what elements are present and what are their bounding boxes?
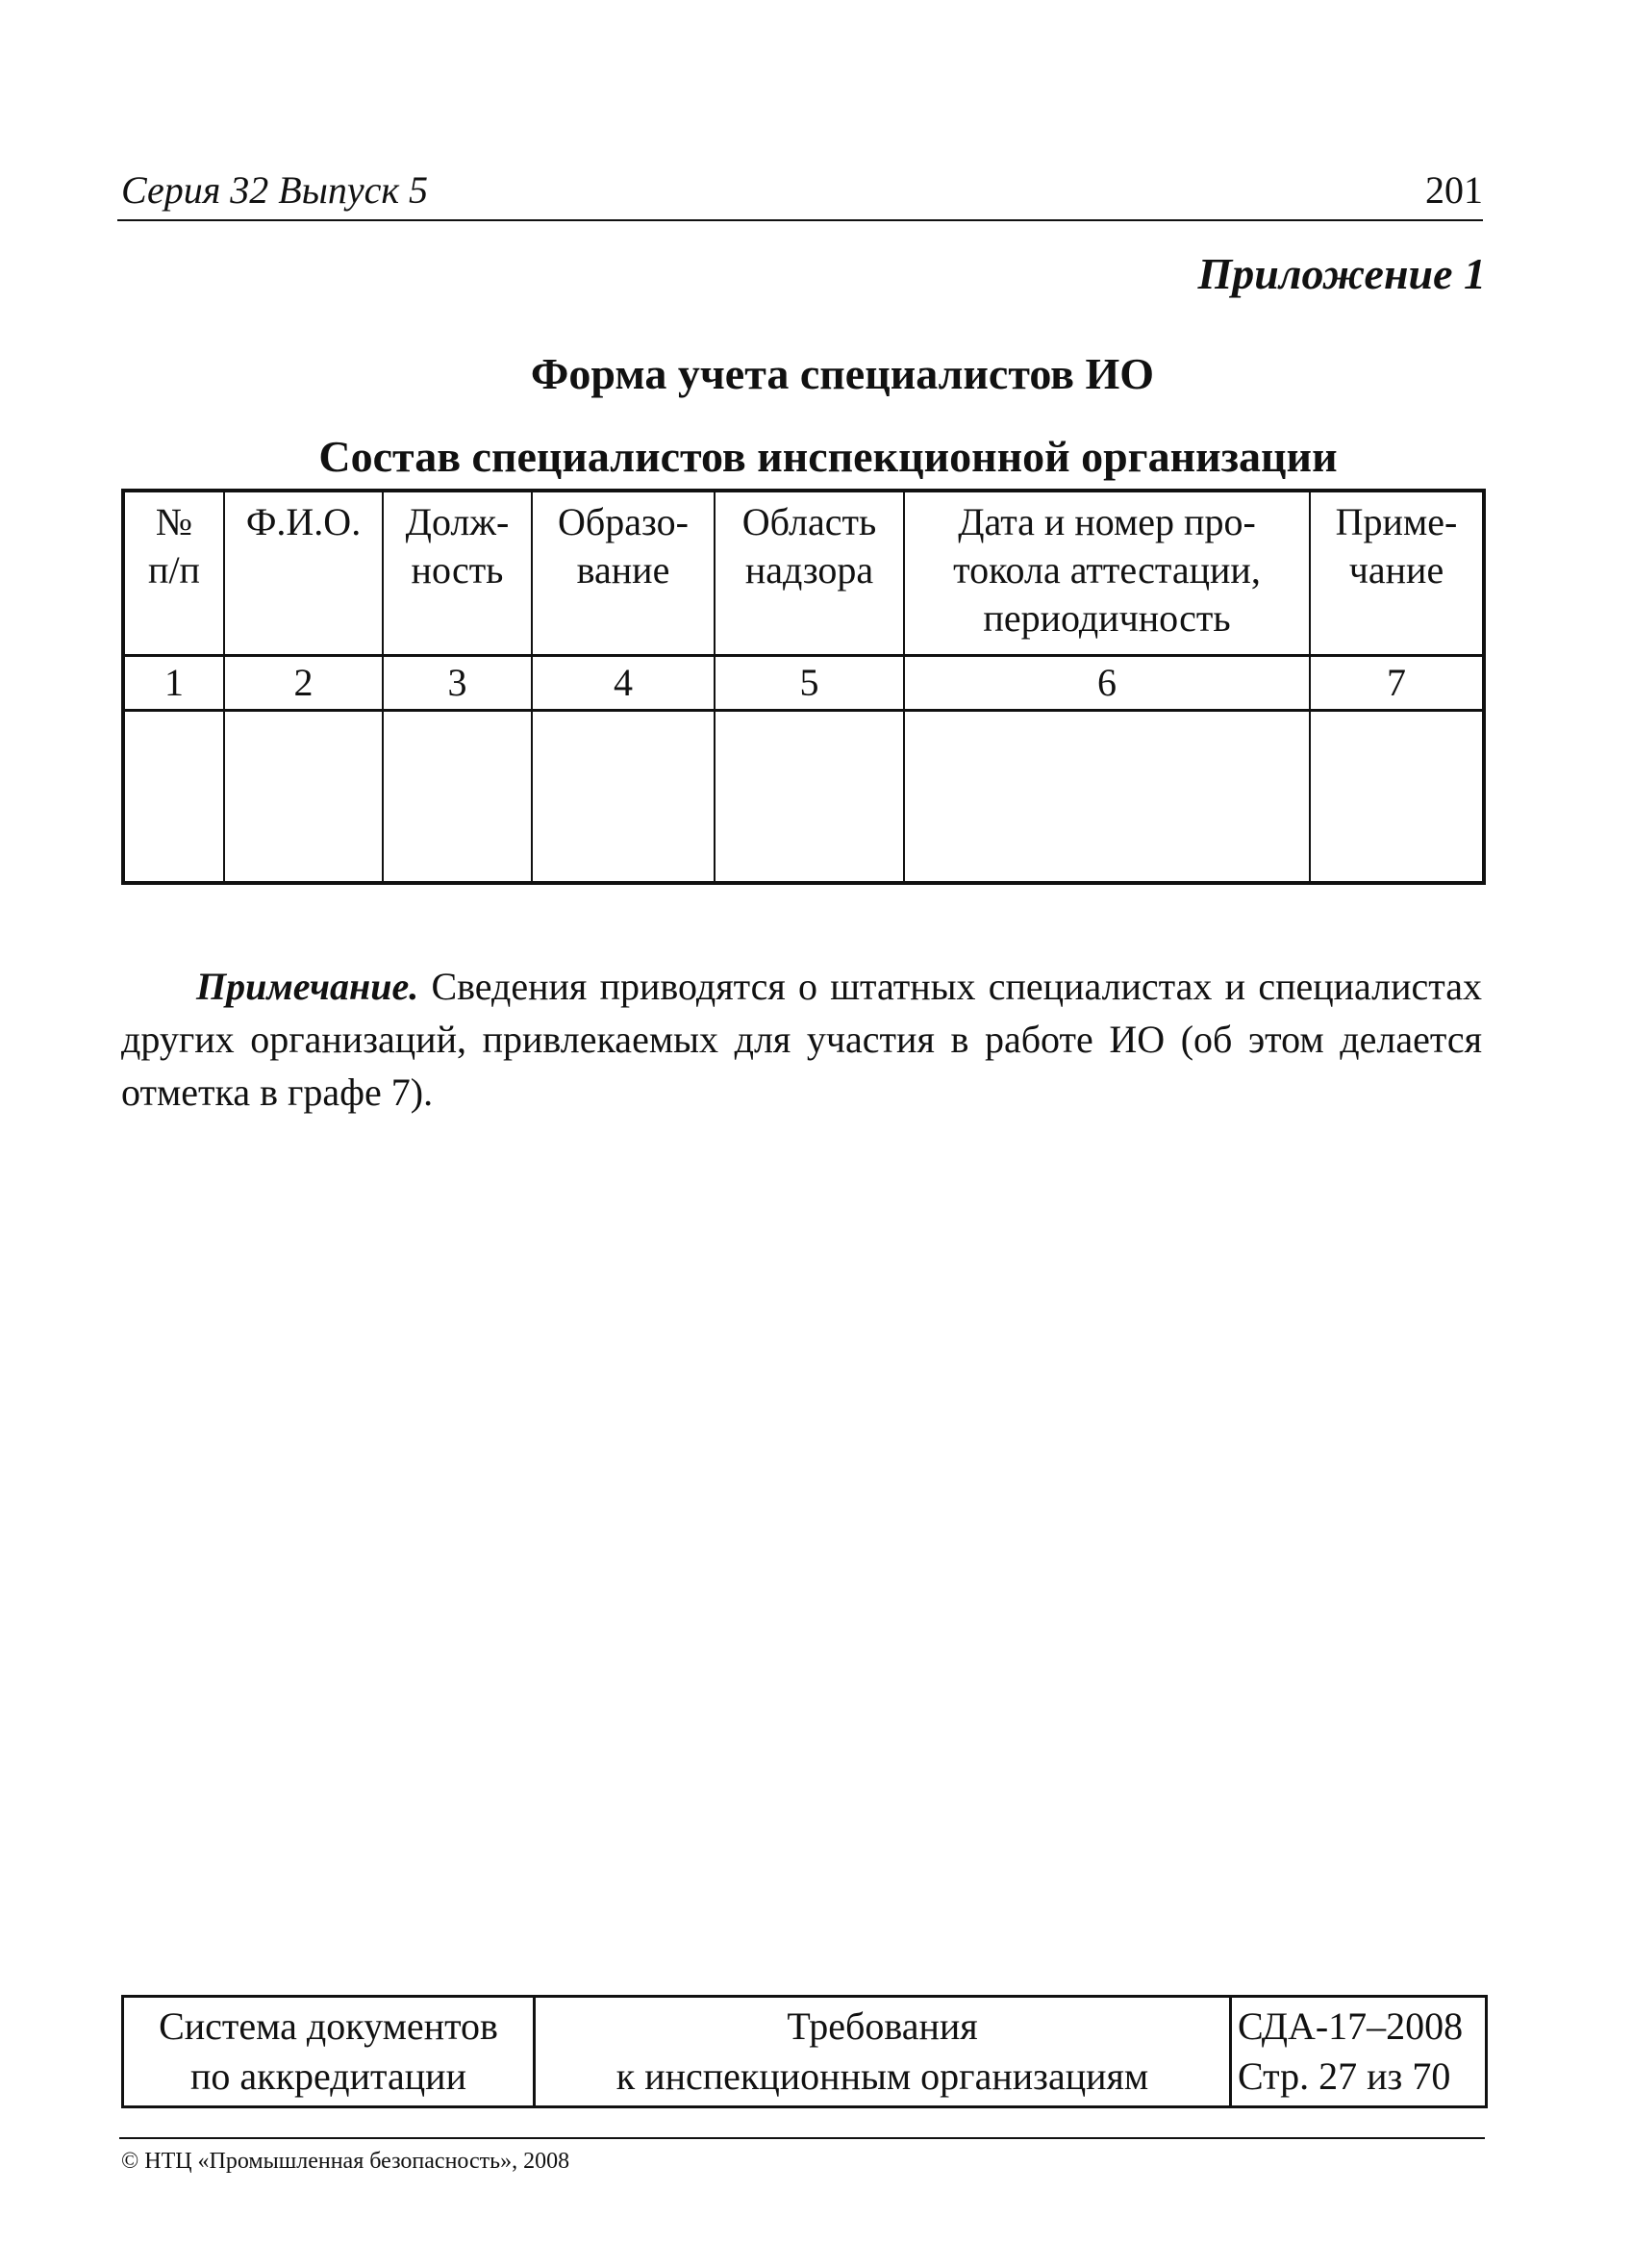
column-number: 7 <box>1310 656 1484 711</box>
table-cell <box>532 711 715 884</box>
footer-doc-code: СДА-17–2008 <box>1238 2004 1464 2048</box>
note-label: Примечание. <box>196 965 419 1008</box>
page-number: 201 <box>1425 168 1483 212</box>
footer-title-line2: к инспекционным организациям <box>615 2054 1149 2098</box>
running-header <box>117 164 1483 221</box>
table-header-row <box>123 491 1484 656</box>
column-number: 2 <box>224 656 383 711</box>
table-cell <box>715 711 904 884</box>
table-cell <box>1310 711 1484 884</box>
document-footer-block <box>121 1995 1488 2108</box>
column-number: 4 <box>532 656 715 711</box>
column-header: Образо- вание <box>532 491 715 656</box>
column-header: Долж- ность <box>383 491 532 656</box>
table-title: Состав специалистов инспекционной организации <box>318 432 1338 481</box>
table-cell <box>123 711 224 884</box>
column-number: 5 <box>715 656 904 711</box>
column-header: Область надзора <box>715 491 904 656</box>
footer-divider <box>119 2137 1485 2139</box>
appendix-label: Приложение 1 <box>1197 249 1486 298</box>
footer-title-cell <box>535 1997 1231 2107</box>
note-text: Сведения приводятся о штатных специалистах и специалистах других организаций, привлекаемых для участия в работе ИО (об этом делается отметка в графе 7). <box>121 965 1482 1114</box>
column-number: 3 <box>383 656 532 711</box>
column-header: Дата и номер про- токола аттестации, периодичность <box>904 491 1310 656</box>
column-header: № п/п <box>123 491 224 656</box>
series-label: Серия 32 Выпуск 5 <box>121 168 429 212</box>
column-number: 1 <box>123 656 224 711</box>
table-cell <box>224 711 383 884</box>
footer-code-cell <box>1231 1997 1487 2107</box>
footer-title-line1: Требования <box>787 2004 978 2048</box>
copyright-text: © НТЦ «Промышленная безопасность», 2008 <box>121 2149 570 2174</box>
table-cell <box>904 711 1310 884</box>
column-number-row <box>123 656 1484 711</box>
column-header: Ф.И.О. <box>224 491 383 656</box>
footer-system-cell <box>123 1997 535 2107</box>
specialists-table <box>121 489 1486 885</box>
form-title: Форма учета специалистов ИО <box>530 349 1155 398</box>
table-cell <box>383 711 532 884</box>
table-row <box>123 711 1484 884</box>
footer-system-line1: Система документов <box>159 2004 498 2048</box>
note-paragraph <box>121 960 1482 1119</box>
column-header: Приме- чание <box>1310 491 1484 656</box>
footer-page-info: Стр. 27 из 70 <box>1238 2054 1451 2098</box>
column-number: 6 <box>904 656 1310 711</box>
footer-system-line2: по аккредитации <box>190 2054 466 2098</box>
